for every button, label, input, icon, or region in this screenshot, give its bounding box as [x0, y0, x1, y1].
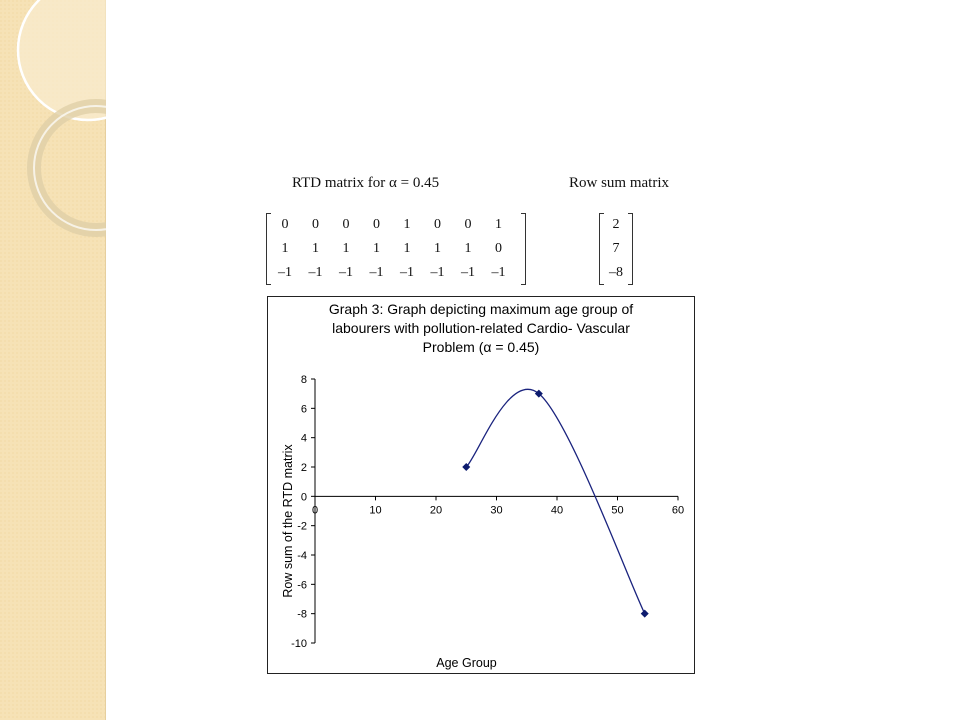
rtd-matrix-cell: –1: [308, 265, 323, 280]
row-sum-matrix-cell: 2: [612, 217, 620, 232]
rtd-matrix-cell: 0: [464, 217, 472, 232]
y-tick-label: 6: [300, 403, 307, 416]
x-tick-label: 50: [611, 504, 624, 517]
rtd-matrix-cell: 0: [342, 217, 350, 232]
series-line: [466, 389, 644, 613]
rtd-matrix-cell: 1: [403, 241, 411, 256]
matrix-right-bracket: [521, 213, 526, 285]
rtd-matrix-cell: –1: [278, 265, 292, 280]
rtd-matrix-cell: –1: [369, 265, 384, 280]
rtd-matrix-label: RTD matrix for α = 0.45: [292, 175, 440, 191]
rtd-matrix-cell: –1: [491, 265, 506, 280]
rtd-matrix-cell: 0: [373, 217, 380, 232]
row-sum-matrix: [599, 213, 633, 285]
x-axis-title: Age Group: [436, 656, 497, 670]
chart-title-line: labourers with pollution-related Cardio- Vascular: [332, 320, 630, 336]
chart-title-line: Graph 3: Graph depicting maximum age group of: [328, 301, 634, 317]
x-tick-label: 30: [490, 504, 503, 517]
data-point-marker: [641, 610, 649, 618]
rtd-matrix-cell: 1: [281, 241, 289, 256]
chart-title-line: Problem (α = 0.45): [422, 339, 540, 355]
rtd-matrix-cell: –1: [461, 265, 475, 280]
row-sum-matrix-label: Row sum matrix: [569, 175, 669, 191]
y-axis-title: Row sum of the RTD matrix: [281, 444, 295, 598]
chart-frame: [267, 296, 695, 674]
rtd-matrix-cell: 0: [434, 217, 441, 232]
rtd-matrix-cell: 1: [403, 217, 411, 232]
rtd-matrix-cell: –1: [430, 265, 445, 280]
rtd-matrix-cell: 0: [495, 241, 502, 256]
y-tick-label: -8: [297, 608, 307, 621]
rtd-matrix-cell: 1: [434, 241, 441, 256]
y-tick-label: -4: [297, 550, 307, 562]
row-sum-matrix-cell: 7: [612, 241, 620, 256]
rtd-matrix-cell: 1: [373, 241, 380, 256]
rtd-matrix-cell: 1: [342, 241, 350, 256]
x-tick-label: 20: [429, 504, 443, 517]
y-tick-label: 8: [300, 374, 307, 386]
x-tick-label: 40: [550, 504, 564, 517]
y-tick-label: -10: [291, 638, 307, 650]
y-tick-label: 4: [300, 432, 307, 445]
y-tick-label: -2: [297, 520, 307, 533]
y-tick-label: 0: [300, 491, 307, 504]
x-tick-label: 10: [369, 504, 382, 517]
rtd-matrix-cell: 0: [312, 217, 319, 232]
rtd-matrix-cell: 1: [495, 217, 502, 232]
rtd-matrix-cell: –1: [339, 265, 353, 280]
x-tick-label: 0: [311, 504, 319, 517]
decorative-sidebar: [0, 0, 106, 720]
y-tick-label: 2: [300, 462, 307, 474]
x-tick-label: 60: [671, 504, 685, 517]
chart-plot: [268, 297, 694, 673]
sidebar-ornament: [0, 0, 106, 720]
rtd-matrix-cell: 0: [281, 217, 289, 232]
rtd-matrix-cell: 1: [464, 241, 472, 256]
rtd-matrix-cell: –1: [400, 265, 414, 280]
y-tick-label: -6: [297, 579, 307, 592]
row-sum-matrix-cell: –8: [609, 265, 623, 280]
rtd-matrix-cell: 1: [312, 241, 319, 256]
rtd-matrix: [266, 213, 526, 285]
